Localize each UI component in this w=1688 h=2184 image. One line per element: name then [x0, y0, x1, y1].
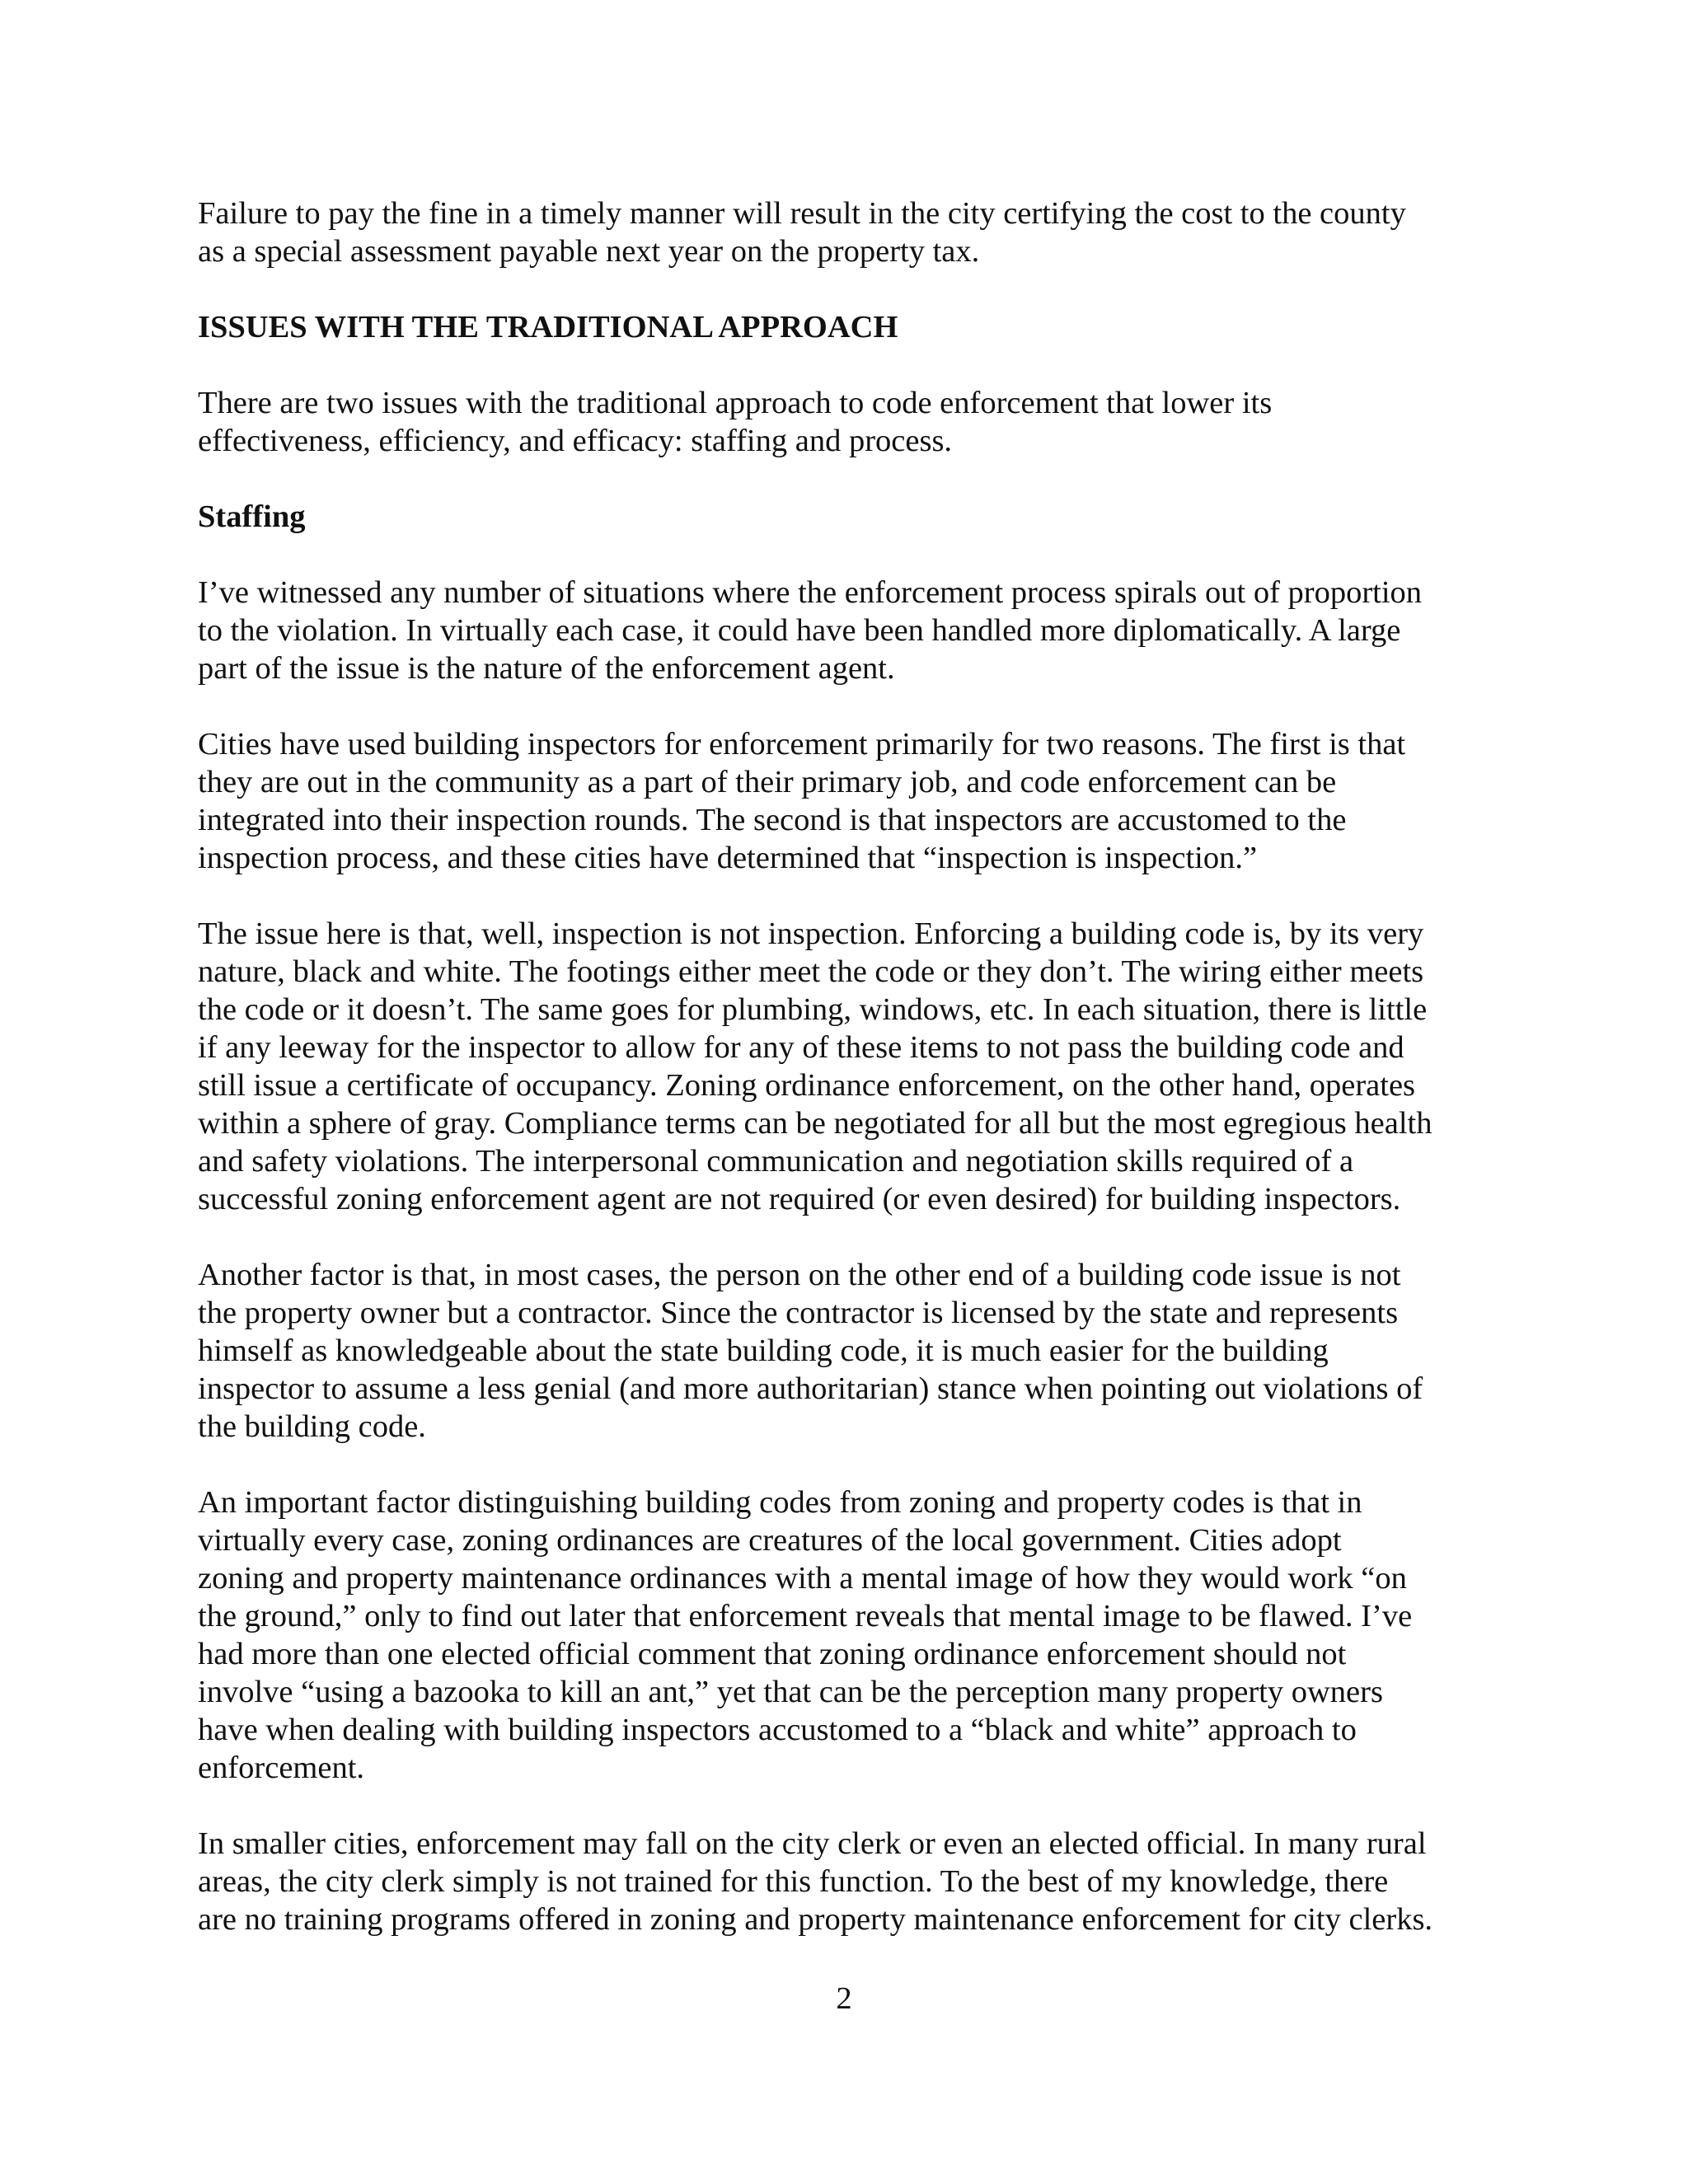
paragraph-zoning-vs-building [198, 1483, 1500, 1787]
text-line: the building code. [198, 1409, 426, 1444]
text-line: they are out in the community as a part of their primary job, and code enforcement can be [198, 765, 1337, 799]
text-line: within a sphere of gray. Compliance terms can be negotiated for all but the most egregious health [198, 1106, 1432, 1141]
text-line: In smaller cities, enforcement may fall on the city clerk or even an elected official. In many rural [198, 1826, 1427, 1861]
heading-text: Staffing [198, 499, 306, 534]
text-line: integrated into their inspection rounds. The second is that inspectors are accustomed to the [198, 803, 1347, 837]
text-line: virtually every case, zoning ordinances are creatures of the local government. Cities adopt [198, 1523, 1342, 1558]
text-line: are no training programs offered in zoning and property maintenance enforcement for city clerks. [198, 1902, 1433, 1937]
page-body [198, 194, 1500, 1976]
subsection-heading [198, 498, 1500, 536]
text-line: the ground,” only to find out later that enforcement reveals that mental image to be flawed. I’ve [198, 1599, 1413, 1633]
text-line: areas, the city clerk simply is not trained for this function. To the best of my knowledge, there [198, 1864, 1389, 1899]
text-line: effectiveness, efficiency, and efficacy: staffing and process. [198, 424, 953, 458]
text-line: Failure to pay the fine in a timely manner will result in the city certifying the cost to the county [198, 196, 1406, 231]
text-line: the code or it doesn’t. The same goes for plumbing, windows, etc. In each situation, there is little [198, 992, 1428, 1027]
text-line: still issue a certificate of occupancy. Zoning ordinance enforcement, on the other hand, operates [198, 1068, 1416, 1103]
paragraph-fine-payment [198, 194, 1500, 270]
text-line: if any leeway for the inspector to allow for any of these items to not pass the building code and [198, 1030, 1404, 1065]
text-line: part of the issue is the nature of the enforcement agent. [198, 651, 895, 686]
paragraph-inspection-not-inspection [198, 915, 1500, 1218]
heading-text: ISSUES WITH THE TRADITIONAL APPROACH [198, 310, 898, 344]
text-line: I’ve witnessed any number of situations where the enforcement process spirals out of proportion [198, 575, 1423, 610]
paragraph-witnessed [198, 574, 1500, 687]
text-line: to the violation. In virtually each case, it could have been handled more diplomatically. A large [198, 613, 1401, 648]
text-line: zoning and property maintenance ordinances with a mental image of how they would work “on [198, 1561, 1407, 1596]
paragraph-smaller-cities [198, 1825, 1500, 1938]
text-line: Cities have used building inspectors for enforcement primarily for two reasons. The first is that [198, 727, 1406, 762]
text-line: enforcement. [198, 1750, 365, 1785]
paragraph-contractor [198, 1256, 1500, 1446]
paragraph-building-inspectors [198, 725, 1500, 877]
text-line: involve “using a bazooka to kill an ant,” yet that can be the perception many property owners [198, 1675, 1383, 1709]
section-heading [198, 308, 1500, 346]
text-line: the property owner but a contractor. Since the contractor is licensed by the state and represents [198, 1296, 1399, 1330]
text-line: inspector to assume a less genial (and more authoritarian) stance when pointing out violations of [198, 1371, 1423, 1406]
text-line: had more than one elected official comment that zoning ordinance enforcement should not [198, 1637, 1347, 1671]
text-line: An important factor distinguishing building codes from zoning and property codes is that in [198, 1485, 1362, 1520]
text-line: as a special assessment payable next year on the property tax. [198, 234, 980, 269]
text-line: Another factor is that, in most cases, the person on the other end of a building code issue is not [198, 1258, 1401, 1292]
text-line: inspection process, and these cities have determined that “inspection is inspection.” [198, 841, 1258, 875]
page-number: 2 [836, 1981, 852, 2016]
text-line: successful zoning enforcement agent are not required (or even desired) for building inspectors. [198, 1182, 1401, 1216]
text-line: There are two issues with the traditional approach to code enforcement that lower its [198, 386, 1273, 420]
text-line: nature, black and white. The footings either meet the code or they don’t. The wiring either meets [198, 954, 1424, 989]
text-line: have when dealing with building inspectors accustomed to a “black and white” approach to [198, 1713, 1357, 1747]
text-line: himself as knowledgeable about the state building code, it is much easier for the building [198, 1333, 1329, 1368]
paragraph-two-issues [198, 384, 1500, 460]
text-line: The issue here is that, well, inspection is not inspection. Enforcing a building code is, by its very [198, 916, 1424, 951]
text-line: and safety violations. The interpersonal communication and negotiation skills required of a [198, 1144, 1354, 1179]
